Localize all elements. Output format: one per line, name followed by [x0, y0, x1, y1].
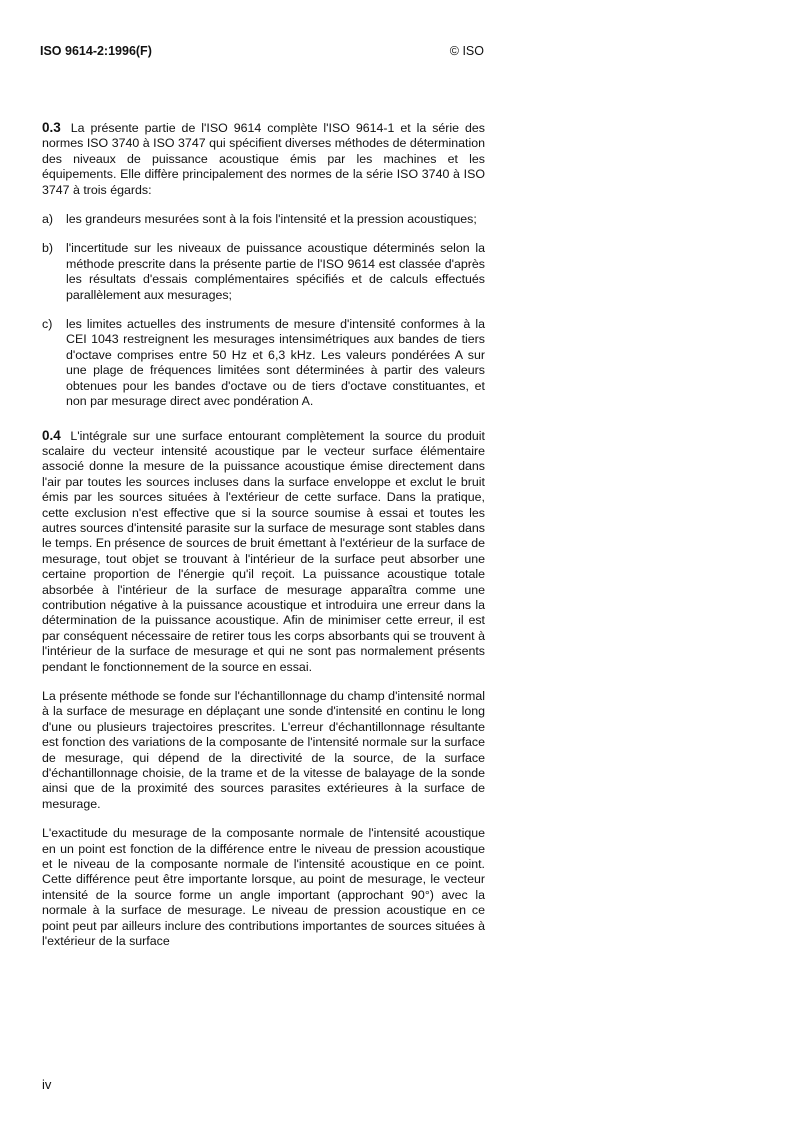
document-id: ISO 9614-2:1996(F)	[40, 44, 152, 58]
section-0-4	[42, 428, 485, 950]
section-0-3	[42, 120, 485, 410]
list-item	[42, 212, 485, 227]
list-item	[42, 241, 485, 303]
list-item-text: les grandeurs mesurées sont à la fois l'intensité et la pression acoustiques;	[66, 212, 477, 227]
page-content	[42, 120, 485, 950]
section-0-4-paragraph: La présente méthode se fonde sur l'échantillonnage du champ d'intensité normal à la surface de mesurage en déplaçant une sonde d'intensité en continu le long d'une ou plusieurs trajectoires prescrites. L'erreur d'échantillonnage résultante est fonction des variations de la composante de l'intensité normale sur la surface de mesurage, qui dépend de la directivité de la source, de la surface d'échantillonnage choisie, de la trame et de la vitesse de balayage de la sonde ainsi que de la proximité des sources parasites extérieures à la surface de mesurage.	[42, 689, 485, 811]
section-0-3-list	[42, 212, 485, 409]
section-0-4-paragraph: L'exactitude du mesurage de la composante normale de l'intensité acoustique en un point est fonction de la différence entre le niveau de pression acoustique et le niveau de la composante normale de l'intensité acoustique en ce point. Cette différence peut être importante lorsque, au point de mesurage, le vecteur intensité de la source forme un angle important (approchant 90°) avec la normale à la surface de mesurage. Le niveau de pression acoustique en ce point peut par ailleurs inclure des contributions importantes de sources situées à l'extérieur de la surface	[42, 826, 485, 949]
list-marker: a)	[42, 212, 54, 227]
list-marker: c)	[42, 317, 53, 332]
section-0-3-intro	[42, 120, 485, 198]
paragraph-text: L'intégrale sur une surface entourant complètement la source du produit scalaire du vecteur intensité acoustique par le vecteur surface élémentaire associé donne la mesure de la puissance acoustique émise directement dans l'air par toutes les sources incluses dans la surface enveloppe et exclut le bruit émis par les sources situées à l'extérieur de cette surface. Dans la pratique, cette exclusion n'est effective que si la source soumise à essai et toutes les autres sources d'intensité parasite sur la surface de mesurage sont stables dans le temps. En présence de sources de bruit émettant à l'extérieur de la surface de mesurage, tout objet se trouvant à l'intérieur de la surface peut absorber une certaine proportion de l'énergie qu'il reçoit. La puissance acoustique totale absorbée à l'intérieur de la surface de mesurage apparaîtra comme une contribution négative à la puissance acoustique et introduira une erreur dans la détermination de la puissance acoustique. Afin de minimiser cette erreur, il est par conséquent nécessaire de retirer tous les corps absorbants qui se trouvent à l'intérieur de la surface de mesurage et qui ne sont pas normalement présents pendant le fonctionnement de la source en essai.	[42, 428, 485, 674]
list-marker: b)	[42, 241, 54, 256]
copyright-notice: © ISO	[449, 44, 484, 58]
section-0-4-paragraph	[42, 428, 485, 676]
list-item	[42, 317, 485, 409]
list-item-text: les limites actuelles des instruments de mesure d'intensité conformes à la CEI 1043 restreignent les mesurages intensimétriques aux bandes de tiers d'octave comprises entre 50 Hz et 6,3 kHz. Les valeurs pondérées A sur une plage de fréquences limitées sont déterminées à partir des valeurs obtenues pour les bandes d'octave ou de tiers d'octave constituantes, et non par mesurage direct avec pondération A.	[66, 317, 485, 409]
list-item-text: l'incertitude sur les niveaux de puissance acoustique déterminés selon la méthode prescrite dans la présente partie de l'ISO 9614 est classée d'après les résultats d'essais complémentaires spécifiés et de calculs effectués parallèlement aux mesurages;	[66, 241, 485, 302]
paragraph-text: La présente partie de l'ISO 9614 complète l'ISO 9614-1 et la série des normes ISO 3740 à ISO 3747 qui spécifient diverses méthodes de détermination des niveaux de puissance acoustique émis par les machines et les équipements. Elle diffère principalement des normes de la série ISO 3740 à ISO 3747 à trois égards:	[42, 121, 485, 197]
page-header	[40, 44, 484, 62]
page-number: iv	[42, 1077, 52, 1092]
clause-number: 0.3	[42, 120, 61, 135]
clause-number: 0.4	[42, 427, 61, 443]
